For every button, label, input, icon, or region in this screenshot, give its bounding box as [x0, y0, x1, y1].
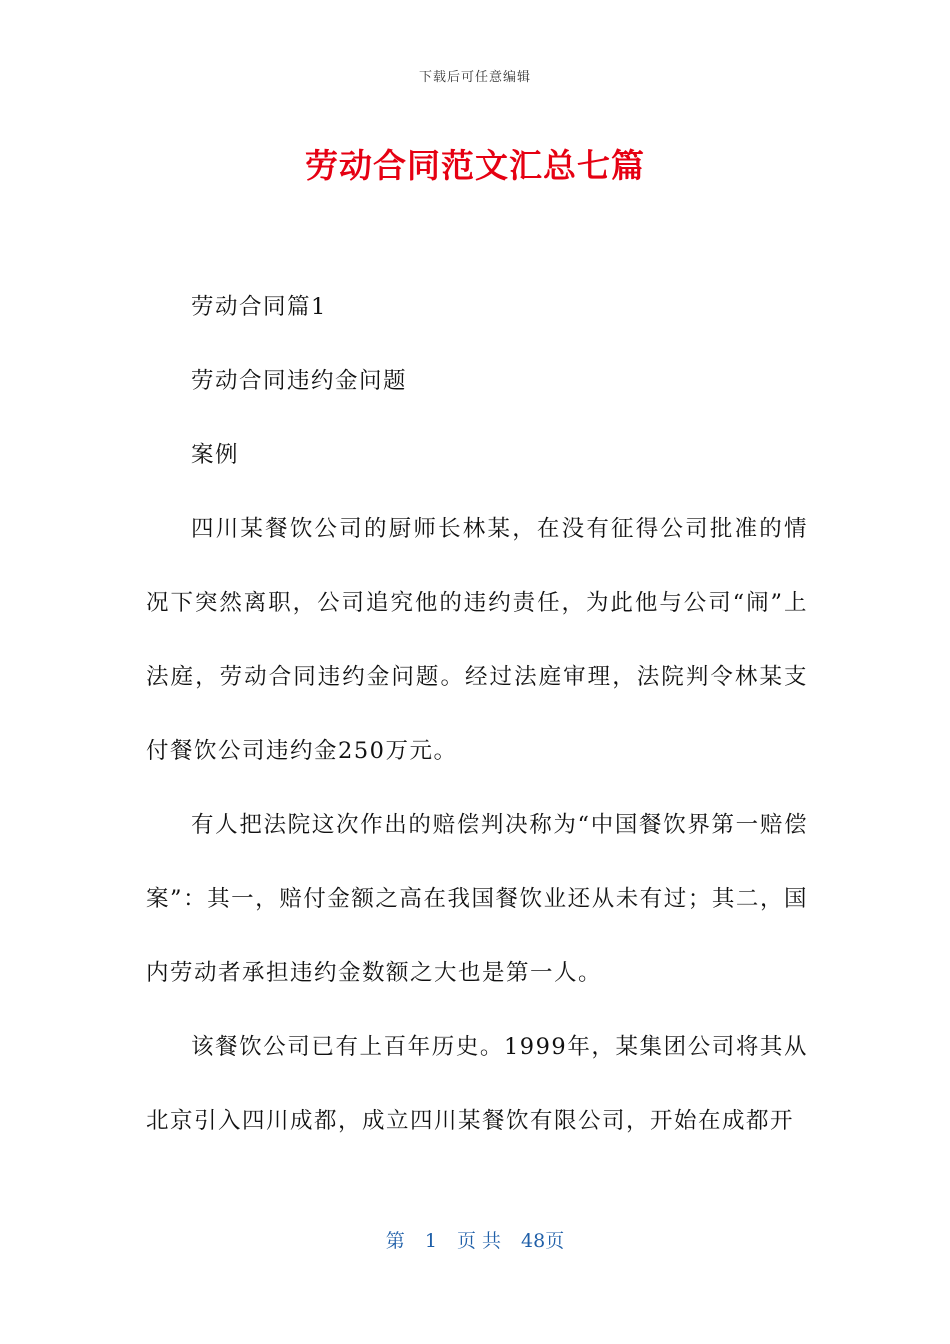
header-note: 下载后可任意编辑 — [418, 70, 531, 85]
current-page-number: 1 — [424, 1230, 437, 1252]
document-title: 劳动合同范文汇总七篇 — [305, 146, 645, 185]
paragraph: 有人把法院这次作出的赔偿判决称为“中国餐饮界第一赔偿案”：其一，赔付金额之高在我国餐饮业还从未有过；其二，国内劳动者承担违约金数额之大也是第一人。 — [146, 812, 808, 986]
paragraph: 劳动合同违约金问题 — [191, 368, 408, 394]
document-body — [146, 270, 808, 1158]
paragraph: 案例 — [191, 442, 240, 468]
paragraph: 该餐饮公司已有上百年历史。1999年，某集团公司将其从北京引入四川成都，成立四川某餐饮有限公司，开始在成都开 — [146, 1034, 808, 1134]
footer-suffix: 页 — [545, 1230, 565, 1252]
footer-middle: 页 共 — [456, 1230, 501, 1252]
paragraph: 四川某餐饮公司的厨师长林某，在没有征得公司批准的情况下突然离职，公司追究他的违约责任，为此他与公司“闹”上法庭，劳动合同违约金问题。经过法庭审理，法院判令林某支付餐饮公司违约金250万元。 — [146, 516, 808, 764]
footer-prefix: 第 — [385, 1230, 405, 1252]
page-footer — [0, 1226, 950, 1253]
paragraph: 劳动合同篇1 — [191, 294, 327, 320]
total-pages: 48 — [521, 1230, 546, 1252]
